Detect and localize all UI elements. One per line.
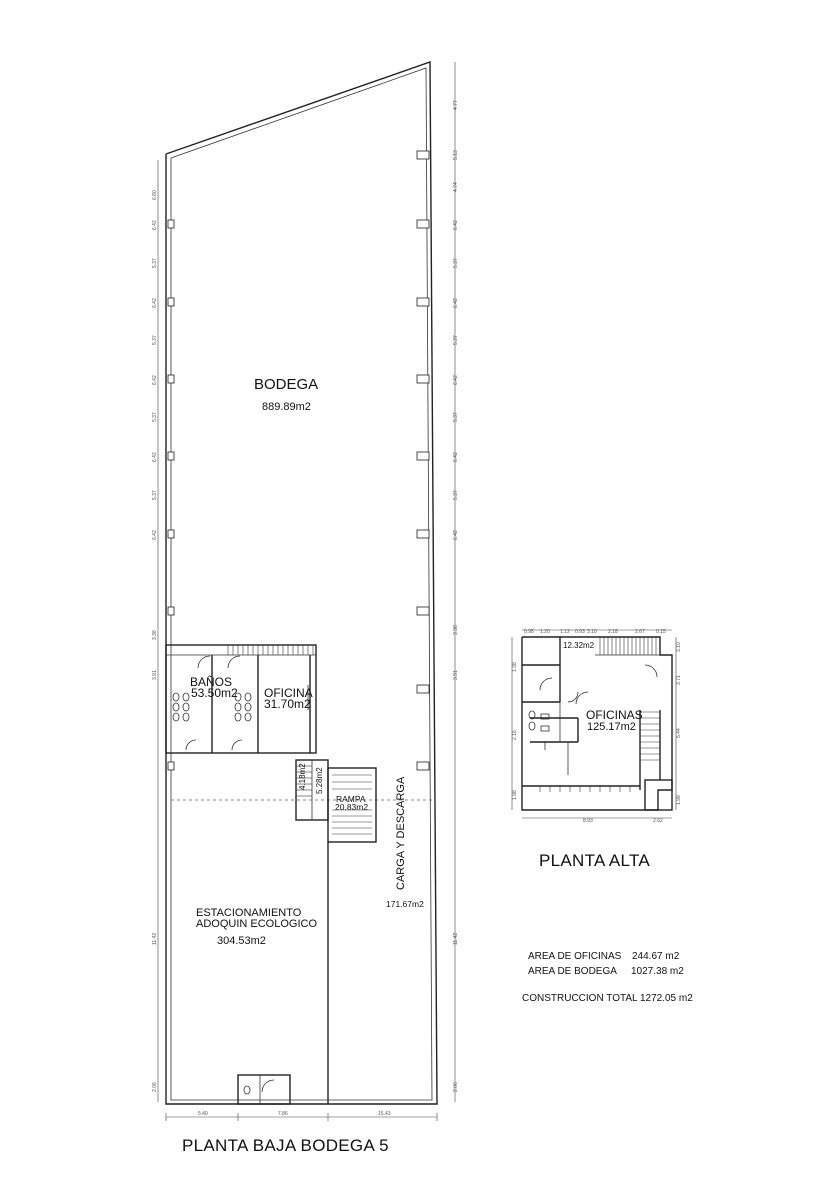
small-area-a: 4.18m2 — [298, 763, 307, 790]
upper-bottom-band — [540, 786, 630, 792]
dim-text: 5.37 — [453, 335, 459, 345]
oficinas-label: OFICINAS — [586, 708, 643, 722]
banos-area: 53.50m2 — [191, 686, 238, 700]
upper-sink-fixture — [541, 726, 549, 731]
summary-bodega-label: AREA DE BODEGA — [528, 966, 617, 977]
upper-top-dims — [524, 629, 666, 635]
dim-text: 3.10 — [587, 629, 597, 635]
dim-text: 15.43 — [378, 1111, 391, 1117]
top-stair-hatch — [228, 645, 313, 655]
oficina-area: 31.70m2 — [264, 697, 311, 711]
rampa-label: RAMPA — [336, 794, 366, 804]
small-area-b: 5.28m2 — [315, 767, 324, 794]
dim-text: 2.62 — [653, 818, 663, 824]
dim-text: 6.42 — [152, 298, 158, 308]
upper-side-stair-hatch — [640, 712, 660, 760]
ground-bottom-dims — [198, 1111, 391, 1117]
dim-text: 0.93 — [575, 629, 585, 635]
banos-label: BAÑOS — [190, 675, 233, 689]
upper-top-room-area: 12.32m2 — [563, 641, 595, 650]
dim-text: 6.42 — [453, 298, 459, 308]
upper-right-dims — [676, 642, 682, 805]
dim-text: 2.16 — [512, 730, 518, 740]
dim-text: 6.80 — [152, 190, 158, 200]
upper-floor-title: PLANTA ALTA — [539, 851, 651, 870]
summary-oficinas-value: 244.67 m2 — [632, 951, 680, 962]
dim-text: 7.86 — [278, 1111, 288, 1117]
dim-text: 5.37 — [152, 335, 158, 345]
dim-text: 6.42 — [453, 452, 459, 462]
summary-oficinas-label: AREA DE OFICINAS — [528, 951, 622, 962]
dim-text: 3.91 — [453, 670, 459, 680]
ground-floor-plan — [152, 62, 459, 1155]
dim-text: 3.10 — [676, 642, 682, 652]
bodega-label: BODEGA — [254, 376, 319, 393]
upper-bottom-dims — [583, 818, 663, 824]
upper-stair-hatch — [600, 637, 656, 655]
dim-text: 1.98 — [676, 795, 682, 805]
dim-text: 6.42 — [152, 530, 158, 540]
dim-text: 11.42 — [152, 932, 158, 945]
estacionamiento-area: 304.53m2 — [217, 935, 266, 947]
dim-text: 2.06 — [453, 1082, 459, 1092]
dim-text: 6.42 — [152, 452, 158, 462]
dim-text: 1.20 — [540, 629, 550, 635]
bodega-area: 889.89m2 — [262, 401, 311, 413]
dim-text: 5.44 — [676, 728, 682, 738]
summary-bodega-value: 1027.38 m2 — [631, 966, 684, 977]
dim-text: 6.42 — [453, 220, 459, 230]
dim-text: 6.42 — [152, 375, 158, 385]
carga-descarga-area: 171.67m2 — [386, 899, 424, 909]
dim-text: 1.98 — [512, 790, 518, 800]
dim-text: 1.38 — [512, 662, 518, 672]
dim-text: 11.42 — [453, 932, 459, 945]
rampa-area: 20.83m2 — [335, 802, 369, 812]
dim-text: 3.38 — [453, 625, 459, 635]
dim-text: 5.37 — [152, 412, 158, 422]
dim-text: 1.12 — [560, 629, 570, 635]
ground-right-dims — [453, 100, 459, 1092]
estacionamiento-label: ESTACIONAMIENTO — [196, 907, 302, 919]
dim-text: 2.18 — [608, 629, 618, 635]
dim-text: 4.74 — [453, 182, 459, 192]
dim-text: 8.93 — [583, 818, 593, 824]
dim-text: 5.40 — [198, 1111, 208, 1117]
dim-text: 6.42 — [453, 375, 459, 385]
dim-text: 5.37 — [453, 258, 459, 268]
area-summary — [522, 951, 693, 1004]
dim-text: 5.37 — [453, 412, 459, 422]
ground-floor-title: PLANTA BAJA BODEGA 5 — [182, 1136, 389, 1155]
dim-text: 3.91 — [152, 670, 158, 680]
upper-left-dims — [512, 662, 518, 800]
dim-text: 5.37 — [152, 258, 158, 268]
dim-text: 6.42 — [152, 220, 158, 230]
upper-toilet-fixture — [529, 722, 535, 730]
dim-text: 3.38 — [152, 630, 158, 640]
dim-text: 4.77 — [453, 100, 459, 110]
dim-text: 5.37 — [453, 490, 459, 500]
dim-text: 2.06 — [152, 1082, 158, 1092]
dim-text: 5.37 — [152, 490, 158, 500]
dim-text: 6.42 — [453, 530, 459, 540]
oficina-label: OFICINA — [264, 686, 313, 700]
summary-total: CONSTRUCCION TOTAL 1272.05 m2 — [522, 993, 693, 1004]
carga-descarga-label: CARGA Y DESCARGA — [395, 776, 407, 890]
dim-text: 0.98 — [524, 629, 534, 635]
ground-left-dims — [152, 190, 158, 1092]
dim-text: 5.13 — [453, 150, 459, 160]
upper-floor-plan — [512, 629, 682, 870]
oficinas-area: 125.17m2 — [587, 721, 636, 733]
ground-dimension-lines — [158, 62, 455, 1121]
dim-text: 0.15 — [656, 629, 666, 635]
dim-text: 3.71 — [676, 675, 682, 685]
dim-text: 2.67 — [635, 629, 645, 635]
ground-floor-outer-walls — [166, 62, 437, 1104]
adoquin-label: ADOQUIN ECOLOGICO — [196, 918, 318, 930]
